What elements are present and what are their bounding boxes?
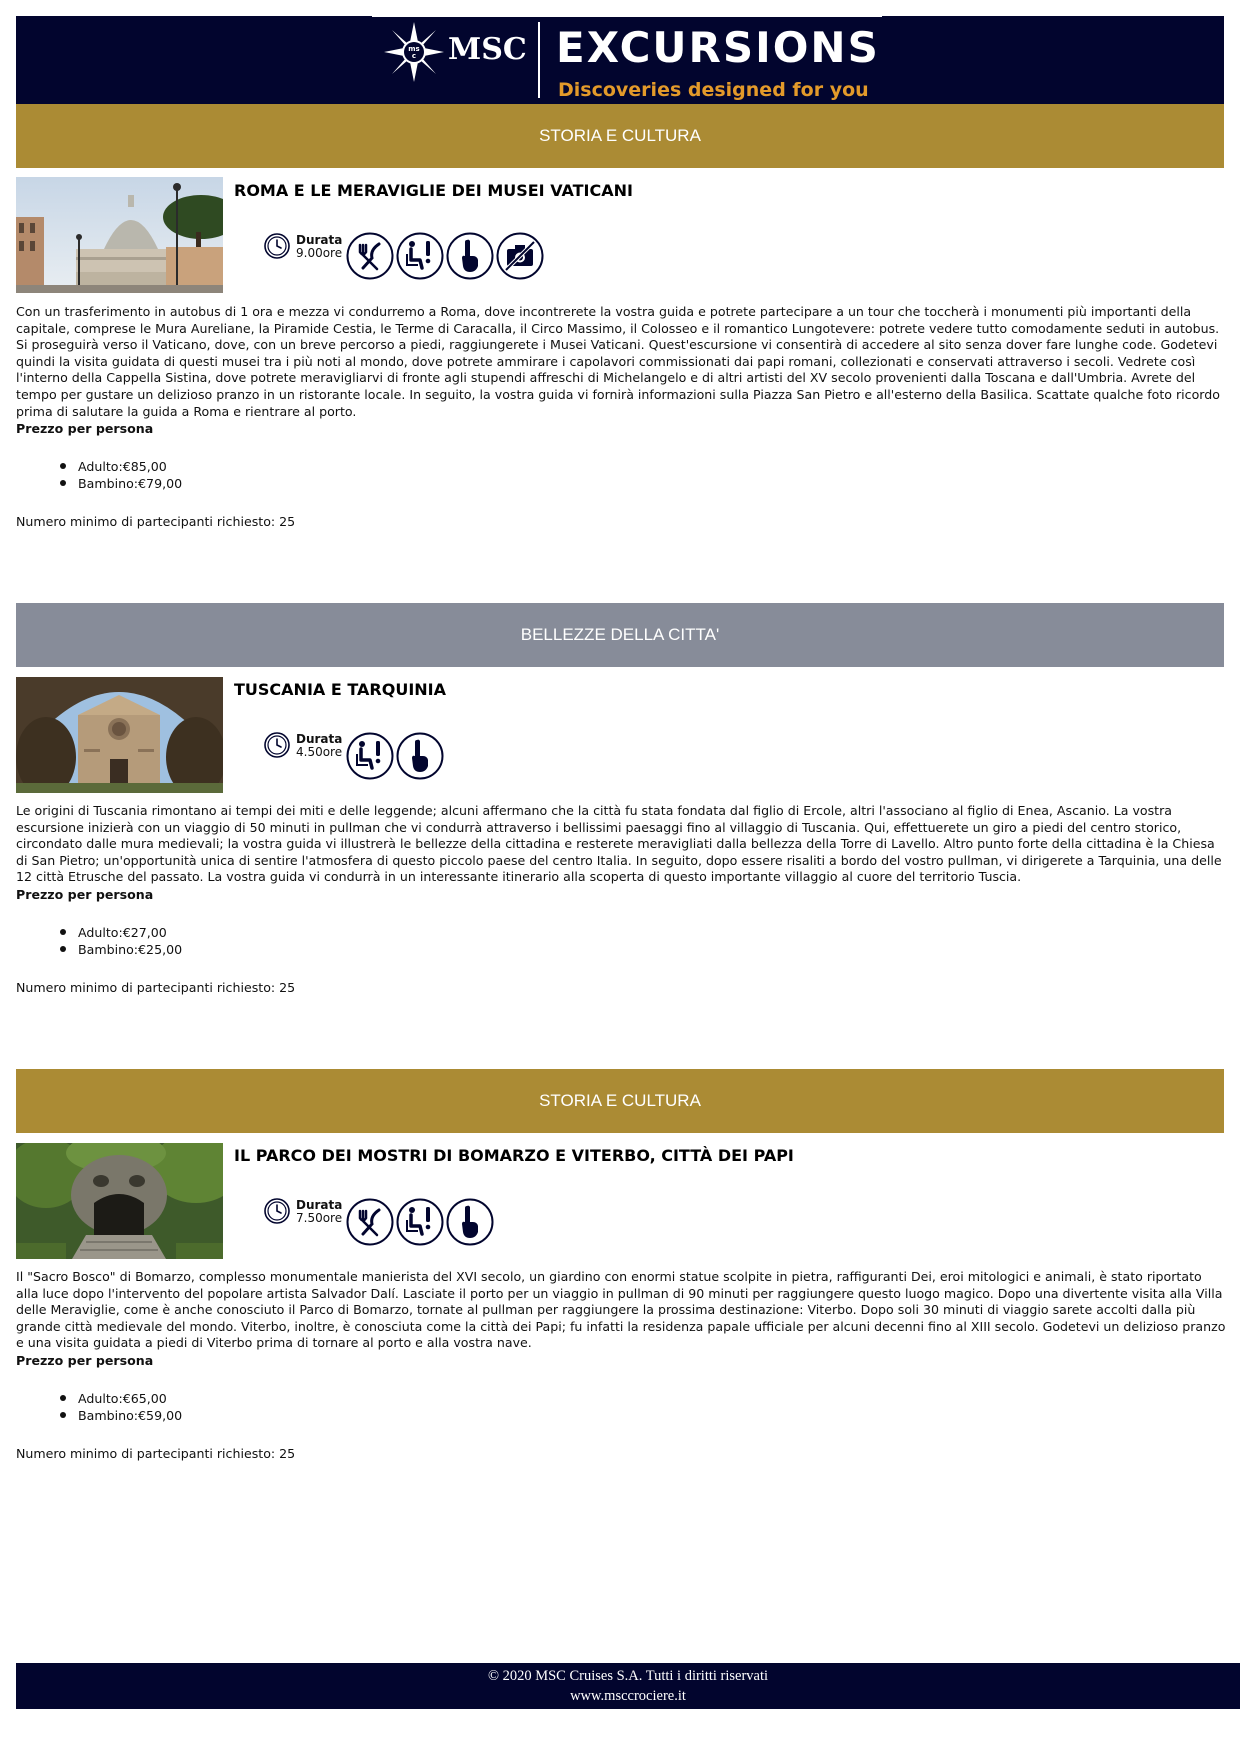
svg-text:ms: ms — [408, 45, 420, 53]
easy-activity-icon — [446, 232, 494, 280]
price-child: Bambino:€25,00 — [56, 941, 182, 958]
no-photo-icon — [496, 232, 544, 280]
svg-text:c: c — [411, 52, 417, 60]
price-child: Bambino:€79,00 — [56, 475, 182, 492]
msc-compass-icon — [382, 20, 446, 84]
excursions-wordmark: EXCURSIONS — [556, 23, 880, 72]
category-band: BELLEZZE DELLA CITTA' — [16, 603, 1224, 667]
excursion-photo-bomarzo — [16, 1143, 223, 1259]
copyright-text: © 2020 MSC Cruises S.A. Tutti i diritti riservati — [487, 1668, 769, 1684]
excursion-photo-tuscania — [16, 677, 223, 793]
price-heading: Prezzo per persona — [16, 421, 154, 436]
duration-label: Durata — [296, 1198, 343, 1212]
excursion-photo-rome — [16, 177, 223, 293]
limited-mobility-icon — [396, 232, 444, 280]
excursion-description: Le origini di Tuscania rimontano ai tempi dei miti e delle leggende; alcuni affermano che la città fu stata fondata dal figlio di Ercole, altri l'associano al figlio di Enea, Ascanio. La vostra escursione inizierà con un viaggio di 50 minuti in pullman che vi condurrà attraverso i bellissimi paesaggi fino al villaggio di Tuscania. Qui, effettuerete un giro a piedi del centro storico, circondato dalle mura medievali; la vostra guida vi illustrerà le bellezze della cittadina e resterete meravigliati dalla bellezza della Torre di Lavello. Altro punto forte della cittadina è la Chiesa di San Pietro; un'opportunità unica di sentire l'atmosfera di questo piccolo paese del centro Italia. In seguito, dopo essere risaliti a bordo del vostro pullman, vi dirigerete a Tarquinia, una delle 12 città Etrusche del passato. La vostra guida vi condurrà in un interessante itinerario alla scoperta di questo importante villaggio al cuore del territorio Tuscia. — [16, 803, 1222, 885]
price-adult: Adulto:€85,00 — [56, 458, 182, 475]
meal-icon — [346, 1198, 394, 1246]
price-adult: Adulto:€65,00 — [56, 1390, 182, 1407]
min-participants: Numero minimo di partecipanti richiesto: 25 — [16, 514, 296, 529]
footer — [16, 1663, 1240, 1709]
easy-activity-icon — [446, 1198, 494, 1246]
meal-icon — [346, 232, 394, 280]
excursion-title: TUSCANIA E TARQUINIA — [234, 680, 446, 699]
msc-brand: MSC — [448, 32, 527, 67]
price-child: Bambino:€59,00 — [56, 1407, 182, 1424]
limited-mobility-icon — [396, 1198, 444, 1246]
logo-divider — [538, 22, 540, 98]
price-list — [56, 1390, 182, 1424]
min-participants: Numero minimo di partecipanti richiesto: 25 — [16, 980, 296, 995]
price-heading: Prezzo per persona — [16, 1353, 154, 1368]
category-band: STORIA E CULTURA — [16, 1069, 1224, 1133]
duration-value: 4.50ore — [296, 745, 343, 759]
duration-value: 7.50ore — [296, 1211, 343, 1225]
min-participants: Numero minimo di partecipanti richiesto: 25 — [16, 1446, 296, 1461]
limited-mobility-icon — [346, 732, 394, 780]
price-heading: Prezzo per persona — [16, 887, 154, 902]
duration-label: Durata — [296, 732, 343, 746]
clock-icon — [264, 1198, 290, 1224]
easy-activity-icon — [396, 732, 444, 780]
excursion-description: Con un trasferimento in autobus di 1 ora e mezza vi condurremo a Roma, dove incontrerete la vostra guida e potrete partecipare a un tour che toccherà i monumenti più importanti della capitale, comprese le Mura Aureliane, la Piramide Cestia, le Terme di Caracalla, il Circo Massimo, il Colosseo e il romantico Lungotevere: potrete vedere tutto comodamente seduti in autobus. Si proseguirà verso il Vaticano, dove, con un breve percorso a piedi, raggiungerete i Musei Vaticani. Quest'escursione vi consentirà di accedere al sito senza dover fare lunghe code. Godetevi quindi la visita guidata di questi musei tra i più noti al mondo, dove potrete ammirare i capolavori commissionati dai papi romani, collezionati e conservati attraverso i secoli. Vedrete così l'interno della Cappella Sistina, dove potrete meravigliarvi di fronte agli stupendi affreschi di Michelangelo e di altri artisti del XV secolo provenienti dalla Toscana e dall'Umbria. Avrete del tempo per gustare un delizioso pranzo in un ristorante locale. In seguito, la vostra guida vi fornirà informazioni sulla Piazza San Pietro e all'esterno della Basilica. Scattate qualche foto ricordo prima di salutare la guida a Roma e rientrare al porto. — [16, 304, 1220, 419]
duration-value: 9.00ore — [296, 246, 343, 260]
tagline: Discoveries designed for you — [558, 79, 869, 101]
price-adult: Adulto:€27,00 — [56, 924, 182, 941]
price-list — [56, 924, 182, 958]
clock-icon — [264, 233, 290, 259]
category-band: STORIA E CULTURA — [16, 104, 1224, 168]
clock-icon — [264, 732, 290, 758]
price-list — [56, 458, 182, 492]
duration-label: Durata — [296, 233, 343, 247]
excursion-description: Il "Sacro Bosco" di Bomarzo, complesso monumentale manierista del XVI secolo, un giardino con enormi statue scolpite in pietra, raffiguranti Dei, eroi mitologici e animali, è stato riportato alla luce dopo l'intervento del popolare artista Salvador Dalí. Lasciate il porto per un viaggio in pullman di 90 minuti per raggiungere questo luogo magico. Dopo una divertente visita alla Villa delle Meraviglie, come è anche conosciuto il Parco di Bomarzo, tornate al pullman per raggiungere la prossima destinazione: Viterbo. Dopo soli 30 minuti di viaggio sarete accolti dalla più grande città medievale del mondo. Viterbo, inoltre, è conosciuta come la città dei Papi; fu infatti la residenza papale ufficiale per alcuni decenni fino al XIII secolo. Godetevi un delizioso pranzo e una visita guidata a piedi di Viterbo prima di tornare al porto e alla vostra nave. — [16, 1269, 1226, 1351]
excursion-title: ROMA E LE MERAVIGLIE DEI MUSEI VATICANI — [234, 181, 633, 200]
website-link[interactable]: www.msccrociere.it — [570, 1688, 686, 1704]
excursion-title: IL PARCO DEI MOSTRI DI BOMARZO E VITERBO, CITTÀ DEI PAPI — [234, 1146, 794, 1165]
